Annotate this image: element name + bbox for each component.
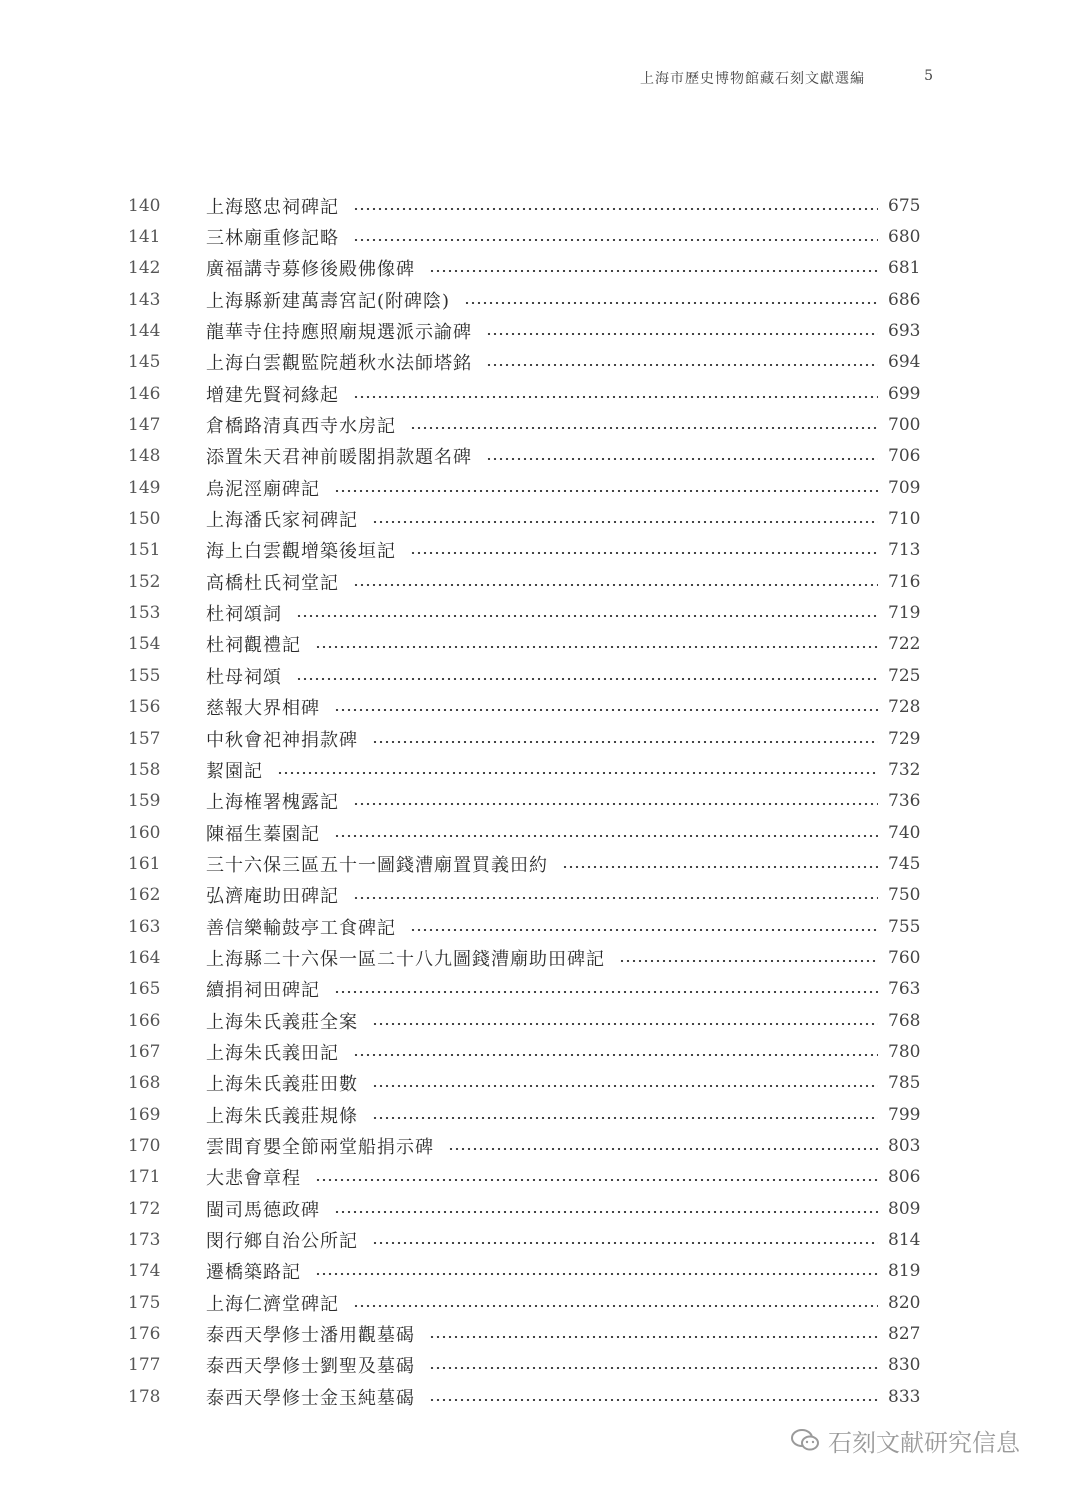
entry-title: 善信樂輸鼓亭工食碑記: [206, 917, 396, 939]
dot-leader: [296, 615, 878, 617]
entry-page: 814: [888, 1230, 921, 1251]
toc-entry: [128, 472, 920, 503]
toc-entry: [128, 597, 920, 628]
table-of-contents: [128, 190, 920, 1412]
entry-page: 750: [888, 885, 921, 906]
entry-title: 泰西天學修士潘用觀墓碣: [206, 1325, 415, 1347]
toc-entry: [128, 629, 920, 660]
entry-title: 上海白雲觀監院趙秋水法師塔銘: [206, 353, 472, 375]
dot-leader: [334, 991, 878, 993]
entry-page: 740: [888, 822, 921, 843]
entry-page: 710: [888, 509, 921, 530]
dot-leader: [334, 490, 878, 492]
entry-title: 弘濟庵助田碑記: [206, 886, 339, 908]
entry-page: 760: [888, 947, 921, 968]
entry-page: 755: [888, 916, 921, 937]
entry-title: 泰西天學修士金玉純墓碣: [206, 1387, 415, 1409]
dot-leader: [353, 208, 878, 210]
entry-title: 龍華寺住持應照廟規選派示諭碑: [206, 322, 472, 344]
dot-leader: [372, 741, 878, 743]
entry-title: 倉橋路清真西寺水房記: [206, 416, 396, 438]
entry-page: 725: [888, 665, 921, 686]
entry-number: 154: [128, 634, 161, 655]
dot-leader: [334, 1211, 878, 1213]
dot-leader: [619, 960, 878, 962]
dot-leader: [353, 239, 878, 241]
toc-entry: [128, 1162, 920, 1193]
entry-number: 178: [128, 1386, 161, 1407]
toc-entry: [128, 1350, 920, 1381]
entry-title: 高橋杜氏祠堂記: [206, 572, 339, 594]
entry-page: 745: [888, 853, 921, 874]
dot-leader: [486, 364, 878, 366]
entry-page: 780: [888, 1041, 921, 1062]
entry-number: 177: [128, 1355, 161, 1376]
toc-entry: [128, 535, 920, 566]
entry-number: 164: [128, 947, 161, 968]
entry-page: 830: [888, 1355, 921, 1376]
toc-entry: [128, 786, 920, 817]
entry-number: 155: [128, 665, 161, 686]
entry-number: 157: [128, 728, 161, 749]
entry-number: 163: [128, 916, 161, 937]
toc-entry: [128, 754, 920, 785]
toc-entry: [128, 409, 920, 440]
toc-entry: [128, 1224, 920, 1255]
entry-title: 陳福生蓁園記: [206, 823, 320, 845]
entry-title: 增建先賢祠緣起: [206, 384, 339, 406]
page-number: 5: [924, 68, 934, 84]
entry-number: 162: [128, 885, 161, 906]
entry-page: 700: [888, 415, 921, 436]
entry-title: 上海朱氏義田記: [206, 1042, 339, 1064]
toc-entry: [128, 1381, 920, 1412]
entry-page: 713: [888, 540, 921, 561]
dot-leader: [372, 521, 878, 523]
dot-leader: [353, 396, 878, 398]
toc-entry: [128, 911, 920, 942]
toc-entry: [128, 942, 920, 973]
dot-leader: [486, 333, 878, 335]
dot-leader: [372, 1242, 878, 1244]
dot-leader: [334, 835, 878, 837]
entry-page: 799: [888, 1104, 921, 1125]
toc-entry: [128, 974, 920, 1005]
entry-page: 785: [888, 1073, 921, 1094]
entry-title: 上海縣二十六保一區二十八九圖錢漕廟助田碑記: [206, 948, 605, 970]
dot-leader: [464, 302, 878, 304]
entry-number: 169: [128, 1104, 161, 1125]
entry-page: 728: [888, 697, 921, 718]
entry-page: 719: [888, 603, 921, 624]
entry-number: 172: [128, 1198, 161, 1219]
toc-entry: [128, 347, 920, 378]
dot-leader: [334, 709, 878, 711]
dot-leader: [410, 427, 878, 429]
dot-leader: [372, 1023, 878, 1025]
toc-entry: [128, 1287, 920, 1318]
entry-page: 693: [888, 321, 921, 342]
entry-title: 杜祠觀禮記: [206, 635, 301, 657]
entry-title: 上海仁濟堂碑記: [206, 1293, 339, 1315]
toc-entry: [128, 660, 920, 691]
entry-number: 148: [128, 446, 161, 467]
dot-leader: [315, 1179, 878, 1181]
toc-entry: [128, 1318, 920, 1349]
toc-entry: [128, 1099, 920, 1130]
entry-title: 海上白雲觀增築後垣記: [206, 541, 396, 563]
running-header: [640, 68, 940, 92]
entry-number: 145: [128, 352, 161, 373]
entry-number: 161: [128, 853, 161, 874]
toc-entry: [128, 503, 920, 534]
entry-page: 716: [888, 571, 921, 592]
toc-entry: [128, 1130, 920, 1161]
entry-number: 149: [128, 477, 161, 498]
entry-title: 上海朱氏義莊全案: [206, 1011, 358, 1033]
dot-leader: [429, 1336, 878, 1338]
entry-number: 143: [128, 289, 161, 310]
entry-page: 732: [888, 759, 921, 780]
entry-title: 慈報大界相碑: [206, 698, 320, 720]
dot-leader: [372, 1117, 878, 1119]
dot-leader: [429, 1399, 878, 1401]
entry-title: 泰西天學修士劉聖及墓碣: [206, 1356, 415, 1378]
entry-page: 827: [888, 1324, 921, 1345]
entry-number: 140: [128, 195, 161, 216]
entry-number: 152: [128, 571, 161, 592]
dot-leader: [315, 1273, 878, 1275]
toc-entry: [128, 378, 920, 409]
entry-page: 706: [888, 446, 921, 467]
entry-number: 167: [128, 1041, 161, 1062]
entry-number: 147: [128, 415, 161, 436]
toc-entry: [128, 1256, 920, 1287]
entry-number: 171: [128, 1167, 161, 1188]
entry-title: 杜母祠頌: [206, 666, 282, 688]
entry-title: 烏泥涇廟碑記: [206, 478, 320, 500]
toc-entry: [128, 848, 920, 879]
entry-number: 165: [128, 979, 161, 1000]
dot-leader: [353, 897, 878, 899]
entry-number: 150: [128, 509, 161, 530]
entry-page: 709: [888, 477, 921, 498]
entry-page: 686: [888, 289, 921, 310]
entry-number: 142: [128, 258, 161, 279]
entry-number: 175: [128, 1292, 161, 1313]
entry-title: 中秋會祀神捐款碑: [206, 729, 358, 751]
entry-title: 續捐祠田碑記: [206, 980, 320, 1002]
entry-page: 768: [888, 1010, 921, 1031]
toc-entry: [128, 692, 920, 723]
entry-page: 729: [888, 728, 921, 749]
dot-leader: [372, 1085, 878, 1087]
dot-leader: [353, 803, 878, 805]
entry-number: 144: [128, 321, 161, 342]
entry-page: 681: [888, 258, 921, 279]
entry-number: 173: [128, 1230, 161, 1251]
toc-entry: [128, 723, 920, 754]
entry-title: 三十六保三區五十一圖錢漕廟置買義田約: [206, 854, 548, 876]
dot-leader: [353, 1054, 878, 1056]
entry-page: 680: [888, 227, 921, 248]
dot-leader: [562, 866, 878, 868]
entry-page: 820: [888, 1292, 921, 1313]
dot-leader: [353, 584, 878, 586]
dot-leader: [429, 1367, 878, 1369]
entry-number: 153: [128, 603, 161, 624]
entry-page: 806: [888, 1167, 921, 1188]
entry-page: 675: [888, 195, 921, 216]
entry-title: 遷橋築路記: [206, 1262, 301, 1284]
entry-page: 819: [888, 1261, 921, 1282]
dot-leader: [448, 1148, 878, 1150]
entry-title: 上海愍忠祠碑記: [206, 196, 339, 218]
entry-title: 廣福講寺募修後殿佛像碑: [206, 259, 415, 281]
watermark: [790, 1420, 1020, 1460]
watermark-text: 石刻文献研究信息: [828, 1428, 1020, 1457]
toc-entry: [128, 190, 920, 221]
entry-page: 833: [888, 1386, 921, 1407]
toc-entry: [128, 253, 920, 284]
toc-entry: [128, 566, 920, 597]
toc-entry: [128, 817, 920, 848]
toc-entry: [128, 315, 920, 346]
dot-leader: [315, 646, 878, 648]
toc-entry: [128, 441, 920, 472]
entry-title: 上海朱氏義莊規條: [206, 1105, 358, 1127]
entry-number: 141: [128, 227, 161, 248]
wechat-icon: [790, 1427, 820, 1453]
entry-number: 170: [128, 1135, 161, 1156]
entry-number: 151: [128, 540, 161, 561]
toc-entry: [128, 880, 920, 911]
dot-leader: [429, 270, 878, 272]
entry-page: 699: [888, 383, 921, 404]
entry-number: 174: [128, 1261, 161, 1282]
entry-number: 156: [128, 697, 161, 718]
entry-title: 閩司馬德政碑: [206, 1199, 320, 1221]
entry-number: 168: [128, 1073, 161, 1094]
entry-title: 三林廟重修記略: [206, 228, 339, 250]
entry-number: 158: [128, 759, 161, 780]
dot-leader: [410, 929, 878, 931]
entry-title: 添置朱天君神前暖閣捐款題名碑: [206, 447, 472, 469]
entry-page: 694: [888, 352, 921, 373]
dot-leader: [353, 1305, 878, 1307]
dot-leader: [296, 678, 878, 680]
toc-entry: [128, 1068, 920, 1099]
entry-number: 166: [128, 1010, 161, 1031]
dot-leader: [410, 552, 878, 554]
dot-leader: [277, 772, 878, 774]
toc-entry: [128, 221, 920, 252]
entry-title: 雲間育嬰全節兩堂船捐示碑: [206, 1136, 434, 1158]
entry-title: 大悲會章程: [206, 1168, 301, 1190]
entry-title: 絜園記: [206, 760, 263, 782]
entry-number: 160: [128, 822, 161, 843]
toc-entry: [128, 1193, 920, 1224]
toc-entry: [128, 284, 920, 315]
entry-page: 763: [888, 979, 921, 1000]
entry-page: 722: [888, 634, 921, 655]
entry-page: 736: [888, 791, 921, 812]
entry-title: 上海朱氏義莊田數: [206, 1074, 358, 1096]
dot-leader: [486, 458, 878, 460]
entry-title: 上海潘氏家祠碑記: [206, 510, 358, 532]
entry-page: 803: [888, 1135, 921, 1156]
entry-number: 146: [128, 383, 161, 404]
entry-title: 閔行鄉自治公所記: [206, 1231, 358, 1253]
entry-title: 上海縣新建萬壽宮記(附碑陰): [206, 290, 451, 312]
entry-page: 809: [888, 1198, 921, 1219]
toc-entry: [128, 1036, 920, 1067]
toc-entry: [128, 1005, 920, 1036]
entry-title: 杜祠頌詞: [206, 604, 282, 626]
book-title: 上海市歷史博物館藏石刻文獻選編: [640, 71, 865, 87]
entry-number: 159: [128, 791, 161, 812]
entry-title: 上海榷署槐露記: [206, 792, 339, 814]
entry-number: 176: [128, 1324, 161, 1345]
